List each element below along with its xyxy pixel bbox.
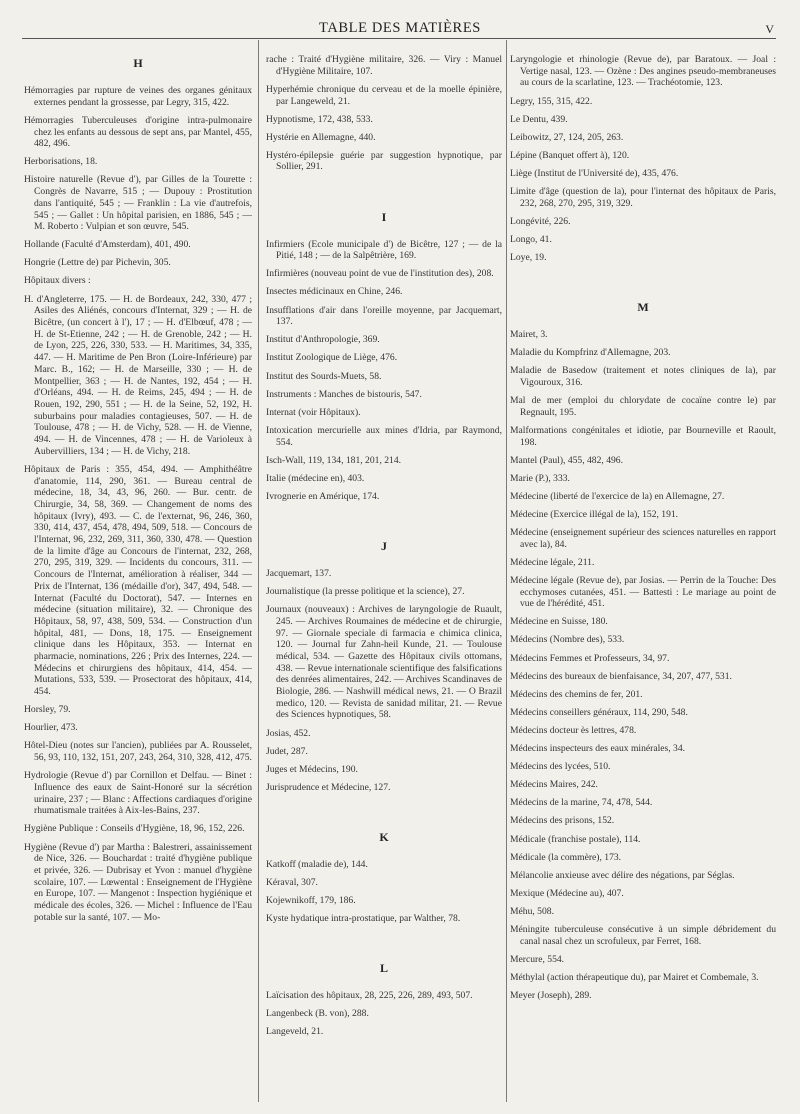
section-gap — [266, 180, 502, 208]
index-entry: Mexique (Médecine au), 407. — [510, 887, 624, 899]
index-entry: Leibowitz, 27, 124, 205, 263. — [510, 131, 624, 143]
section-gap — [266, 931, 502, 959]
section-letter: I — [381, 209, 387, 224]
index-entry: Insectes médicinaux en Chine, 246. — [266, 286, 403, 298]
index-entry: Jurisprudence et Médecine, 127. — [266, 781, 391, 793]
index-column-2 — [266, 54, 502, 1110]
index-entry: Médecine (Exercice illégal de la), 152, 191. — [510, 508, 679, 520]
index-entry: Laïcisation des hôpitaux, 28, 225, 226, 289, 493, 507. — [266, 990, 473, 1002]
index-entry: Médecins Maires, 242. — [510, 779, 598, 791]
index-entry: Maladie du Kompfrinz d'Allemagne, 203. — [510, 347, 671, 359]
index-entry: Intoxication mercurielle aux mines d'Idria, par Raymond, 554. — [266, 424, 502, 448]
index-entry: Journalistique (la presse politique et la science), 27. — [266, 586, 465, 597]
index-entry: Lépine (Banquet offert à), 120. — [510, 149, 630, 161]
index-entry: Mairet, 3. — [510, 329, 548, 341]
index-entry: Institut des Sourds-Muets, 58. — [266, 370, 382, 382]
index-entry: Médecins docteur ès lettres, 478. — [510, 724, 637, 736]
index-entry: Hypnotisme, 172, 438, 533. — [266, 113, 373, 125]
index-entry: rache : Traité d'Hygiène militaire, 326. — Viry : Manuel d'Hygiène Militaire, 107. — [266, 54, 502, 77]
index-entry: Médecine en Suisse, 180. — [510, 616, 608, 628]
index-entry: Liège (Institut de l'Université de), 435, 476. — [510, 167, 679, 179]
index-entry: Médecine (liberté de l'exercice de la) en Allemagne, 27. — [510, 490, 725, 502]
section-letter: J — [381, 538, 387, 553]
index-entry: Hémorragies par rupture de veines des organes génitaux externes pendant la grossesse, par Legry, 315, 422. — [24, 85, 252, 108]
index-entry: Le Dentu, 439. — [510, 113, 568, 125]
page-title: TABLE DES MATIÈRES — [319, 20, 481, 36]
index-entry: Hôpitaux de Paris : 355, 454, 494. — Amphithéâtre d'anatomie, 114, 290, 361. — Bureau central de médecine, 18, 34, 43, 96, 260. — Bur. centr. de Chirurgie, 34, 58, 369. — Changement de noms des hôpitaux (Ivry), 493. — C. de l'externat, 96, 246, 360, 330, 414, 437, 454, 478, 494, 509, 518. — Concours de l'Internat, 96, 232, 269, 311, 360, 330, 478. — Question de la limite d'âge au Concours de l'internat, 232, 268, 270, 295, 319, 329. — Incidents du concours, 311. — Concours de l'Internat, amélioration à réaliser, 344 — Prix de l'Internat, 136 (médaille d'or), 347, 494, 548. — Internat (Faculté du Doctorat), 547. — Internes en médecine (situation militaire), 32. — Chronique des Hôpitaux, 58, 97, 438, 509, 534. — Construction d'un hôpital, 481, — Dons, 18, 175. — Enseignement clinique dans les Hôpitaux, 353. — Internat en pharmacie, nominations, 226 ; Prix des Internes, 224. — Médecins et chirurgiens des hôpitaux, 414, 454. — Mutations, 533, 539. — Prosectorat des hôpitaux, 414, 454. — [24, 463, 252, 698]
page-number: V — [765, 22, 774, 36]
index-entry: Médicale (franchise postale), 114. — [510, 833, 641, 845]
index-entry: Médecins (Nombre des), 533. — [510, 634, 625, 646]
index-entry: Médecine légale (Revue de), par Josias. — Perrin de la Touche: Des ecchymoses cutanées, 451. — Battesti : Le mariage au point de vue de l'hérédité, 451. — [510, 574, 776, 610]
index-entry: Laryngologie et rhinologie (Revue de), par Baratoux. — Joal : Vertige nasal, 123. — Ozène : Des angines pseudo-membraneuses au cours de la scarlatine, 123. — Trachéotomie, 123. — [510, 54, 776, 89]
index-entry: Judet, 287. — [266, 745, 308, 757]
index-entry: Langeveld, 21. — [266, 1026, 324, 1038]
index-entry: Isch-Wall, 119, 134, 181, 201, 214. — [266, 454, 402, 466]
index-entry: Juges et Médecins, 190. — [266, 763, 358, 775]
index-entry: Hollande (Faculté d'Amsterdam), 401, 490. — [24, 239, 191, 251]
column-divider-right — [506, 40, 507, 1102]
index-entry: Hystérie en Allemagne, 440. — [266, 131, 376, 143]
section-letter: K — [379, 829, 389, 844]
index-entry: Histoire naturelle (Revue d'), par Gilles de la Tourette : Congrès de Navarre, 515 ; — Dupouy : Prostitution dans l'antiquité, 545 ; — Franklin : La vie d'autrefois, 545 ; — Gallet : Un hôpital parisien, en 1886, 545 ; — M. Roberto : Vulpian et son œuvre, 545. — [24, 174, 252, 233]
index-entry: Hygiène Publique : Conseils d'Hygiène, 18, 96, 152, 226. — [24, 823, 245, 835]
index-column-1 — [24, 54, 252, 1110]
index-entry: Insufflations d'air dans l'oreille moyenne, par Jacquemart, 137. — [266, 304, 502, 328]
index-entry: Médecins des chemins de fer, 201. — [510, 688, 643, 700]
index-entry: Mal de mer (emploi du chlorydate de cocaïne contre le) par Regnault, 195. — [510, 395, 776, 418]
index-entry: Kyste hydatique intra-prostatique, par Walther, 78. — [266, 913, 461, 925]
section-letter: H — [133, 56, 143, 70]
index-entry: Loye, 19. — [510, 251, 547, 263]
index-entry: Legry, 155, 315, 422. — [510, 95, 593, 107]
index-entry: Hongrie (Lettre de) par Pichevin, 305. — [24, 257, 171, 269]
index-entry: Hôpitaux divers : — [24, 275, 91, 287]
header-rule — [22, 38, 776, 39]
section-gap — [510, 270, 776, 298]
index-entry: Infirmiers (Ecole municipale d') de Bicêtre, 127 ; — de la Pitié, 148 ; — de la Salpêtrière, 169. — [266, 238, 502, 262]
section-letter: L — [379, 961, 388, 976]
index-entry: Méthylal (action thérapeutique du), par Mairet et Combemale, 3. — [510, 971, 759, 983]
index-entry: Médecins de la marine, 74, 478, 544. — [510, 797, 653, 809]
index-entry: Hygiène (Revue d') par Martha : Balestreri, assainissement de Nice, 326. — Bouchardat : traité d'hygiène publique et privée, 326. — Dubrisay et Yvon : manuel d'hygiène scolaire, 107. — Lœwental : Enseignement de l'Hygiène en Europe, 107. — Mangenot : Inspection hygiénique et médicale des écoles, 326. — Michel : Influence de l'Eau potable sur la santé, 107. — Mo- — [24, 841, 252, 923]
index-entry: Médecins Femmes et Professeurs, 34, 97. — [510, 652, 670, 664]
index-entry: Médecins inspecteurs des eaux minérales, 34. — [510, 743, 686, 755]
section-gap — [266, 800, 502, 828]
index-entry: Hyperhémie chronique du cerveau et de la moelle épinière, par Langeweld, 21. — [266, 83, 502, 107]
index-entry: Journaux (nouveaux) : Archives de laryngologie de Ruault, 245. — Archives Roumaines de médecine et de chirurgie, 97. — Giornale speciale di farmacia e chimica clinica, 120. — Journal fur Zahn-heil Kunde, 21. — Toulouse médical, 534. — Gazette des Hôpitaux civils ottomans, 438. — Revue internationale scientifique des falsifications des denrées alimentaires, 242. — Archives Scandinaves de Biologie, 286. — Nashwill médical news, 21. — O Brazil medico, 120. — Revista de sanidad militar, 21. — Revue des Sciences hypnotiques, 58. — [266, 604, 502, 721]
index-entry: Institut Zoologique de Liège, 476. — [266, 352, 398, 364]
index-entry: Maladie de Basedow (traitement et notes cliniques de la), par Vigouroux, 316. — [510, 365, 776, 388]
index-entry: Kéraval, 307. — [266, 876, 318, 888]
index-entry: Médecins des bureaux de bienfaisance, 34, 207, 477, 531. — [510, 670, 732, 682]
index-entry: Internat (voir Hôpitaux). — [266, 406, 361, 418]
index-entry: Institut d'Anthropologie, 369. — [266, 334, 380, 346]
index-entry: Italie (médecine en), 403. — [266, 472, 365, 484]
index-entry: Josias, 452. — [266, 727, 311, 739]
index-entry: Mélancolie anxieuse avec délire des négations, par Séglas. — [510, 869, 735, 881]
index-entry: Jacquemart, 137. — [266, 567, 332, 579]
section-letter: M — [637, 300, 649, 315]
index-entry: Meyer (Joseph), 289. — [510, 989, 592, 1001]
index-entry: Médicale (la commère), 173. — [510, 851, 622, 863]
index-entry: Méhu, 508. — [510, 905, 554, 917]
section-gap — [266, 509, 502, 537]
index-entry: Ivrognerie en Amérique, 174. — [266, 490, 380, 502]
column-divider-left — [258, 40, 259, 1102]
index-entry: Hydrologie (Revue d') par Cornillon et Delfau. — Binet : Influence des eaux de Saint-Honoré sur la sécrétion urinaire, 237 ; — Blanc : Affections cardiaques d'origine rhumatismale traitées à Aix-les-Bains, 237. — [24, 770, 252, 817]
index-entry: Longévité, 226. — [510, 215, 571, 227]
index-entry: Marie (P.), 333. — [510, 472, 570, 484]
index-entry: Kojewnikoff, 179, 186. — [266, 895, 356, 907]
index-entry: Médecine (enseignement supérieur des sciences naturelles en rapport avec la), 84. — [510, 527, 776, 550]
index-entry: Horsley, 79. — [24, 704, 71, 716]
index-entry: Hystéro-épilepsie guérie par suggestion hypnotique, par Sollier, 291. — [266, 149, 502, 173]
index-entry: Hôtel-Dieu (notes sur l'ancien), publiées par A. Rousselet, 56, 93, 110, 132, 151, 207, 243, 264, 310, 328, 412, 475. — [24, 740, 252, 764]
index-entry: Médecins conseillers généraux, 114, 290, 548. — [510, 706, 688, 718]
index-column-3 — [510, 54, 776, 1110]
index-entry: Mercure, 554. — [510, 953, 565, 965]
index-entry: Katkoff (maladie de), 144. — [266, 858, 368, 870]
index-entry: Malformations congénitales et idiotie, par Bourneville et Raoult, 198. — [510, 424, 776, 448]
index-entry: Mantel (Paul), 455, 482, 496. — [510, 454, 623, 466]
index-entry: Infirmières (nouveau point de vue de l'institution des), 208. — [266, 268, 494, 280]
index-entry: Langenbeck (B. von), 288. — [266, 1008, 369, 1020]
index-entry: Instruments : Manches de bistouris, 547. — [266, 388, 422, 400]
index-entry: Longo, 41. — [510, 233, 552, 245]
index-entry: H. d'Angleterre, 175. — H. de Bordeaux, 242, 330, 477 ; Asiles des Aliénés, concours d'Internat, 329 ; — H. de Bicêtre, (un concert à l'), 17 ; — H. d'Elbœuf, 478 ; — H. de St-Etienne, 242 ; — H. de Grenoble, 242 ; — H. de Lyon, 225, 226, 330, 533. — H. Maritimes, 34, 335, 447. — H. Maritime de Pen Bron (Loire-Inférieure) par Marc. B., 162; — H. de Marseille, 330 ; — H. de Montpellier, 363 ; — H. de Nantes, 192, 454 ; — H. d'Orléans, 494. — H. de Reims, 245, 494 ; — H. de Rouen, 192, 290, 551 ; — H. de la Seine, 52, 192, H. suburbains pour maladies contagieuses, 507. — H. de Toulouse, 478 ; — H. de Vichy, 528. — H. de Vienne, 494. — H. de Vincennes, 478 ; — H. de Varioleux à Aubervilliers, 134 ; — H. de Vichy, 218. — [24, 293, 252, 457]
index-entry: Médecine légale, 211. — [510, 556, 595, 568]
index-entry: Médecins des lycées, 510. — [510, 761, 611, 773]
index-entry: Herborisations, 18. — [24, 156, 98, 168]
index-entry: Hourlier, 473. — [24, 722, 78, 734]
index-entry: Hémorragies Tuberculeuses d'origine intra-pulmonaire chez les enfants au dessous de sept ans, par Mantel, 455, 482, 496. — [24, 114, 252, 150]
index-entry: Médecins des prisons, 152. — [510, 815, 615, 827]
index-entry: Méningite tuberculeuse consécutive à un simple débridement du canal nasal chez un scrofuleux, par Ferret, 168. — [510, 923, 776, 947]
index-entry: Limite d'âge (question de la), pour l'internat des hôpitaux de Paris, 232, 268, 270, 295, 319, 329. — [510, 185, 776, 209]
